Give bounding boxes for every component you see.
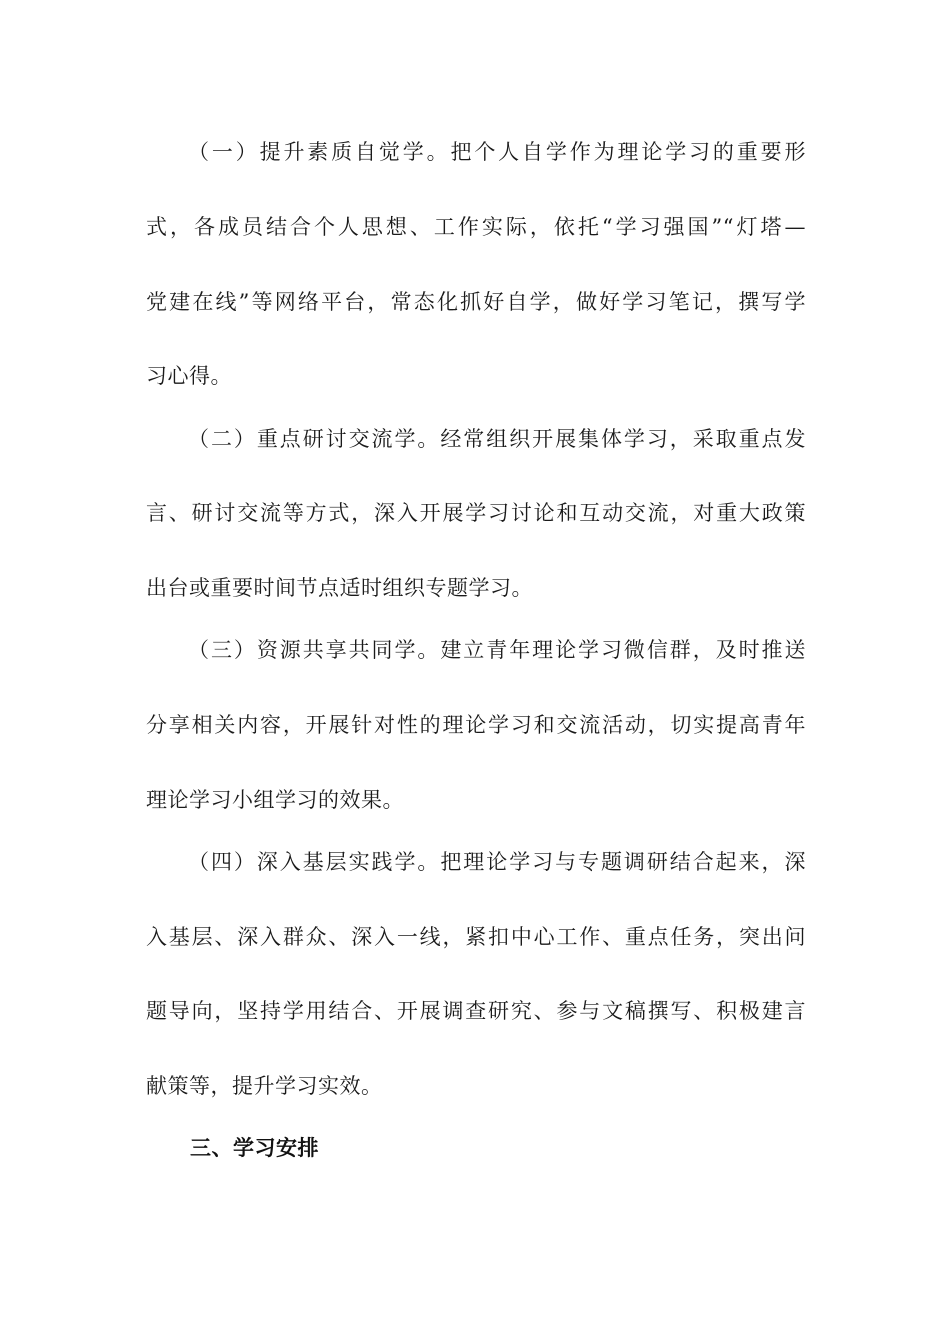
paragraph-1-line-4: 习心得。 xyxy=(146,364,232,388)
paragraph-4-line-1: （四）深入基层实践学。把理论学习与专题调研结合起来，深 xyxy=(188,850,806,874)
paragraph-2-line-2: 言、研讨交流等方式，深入开展学习讨论和互动交流，对重大政策 xyxy=(146,501,806,525)
paragraph-2-line-1: （二）重点研讨交流学。经常组织开展集体学习，采取重点发 xyxy=(188,427,806,451)
section-heading: 三、学习安排 xyxy=(190,1136,319,1160)
paragraph-2-line-3: 出台或重要时间节点适时组织专题学习。 xyxy=(146,576,533,600)
paragraph-4-line-3: 题导向，坚持学用结合、开展调查研究、参与文稿撰写、积极建言 xyxy=(146,999,806,1023)
paragraph-3-line-2: 分享相关内容，开展针对性的理论学习和交流活动，切实提高青年 xyxy=(146,713,806,737)
paragraph-4-line-2: 入基层、深入群众、深入一线，紧扣中心工作、重点任务，突出问 xyxy=(146,925,806,949)
paragraph-4-line-4: 献策等，提升学习实效。 xyxy=(146,1074,383,1098)
paragraph-1-line-3: 党建在线”等网络平台，常态化抓好自学，做好学习笔记，撰写学 xyxy=(146,290,806,314)
paragraph-1-line-1: （一）提升素质自觉学。把个人自学作为理论学习的重要形 xyxy=(188,140,806,164)
paragraph-3-line-3: 理论学习小组学习的效果。 xyxy=(146,788,404,812)
paragraph-3-line-1: （三）资源共享共同学。建立青年理论学习微信群，及时推送 xyxy=(188,638,806,662)
paragraph-1-line-2: 式，各成员结合个人思想、工作实际，依托“学习强国”“灯塔— xyxy=(146,215,806,239)
